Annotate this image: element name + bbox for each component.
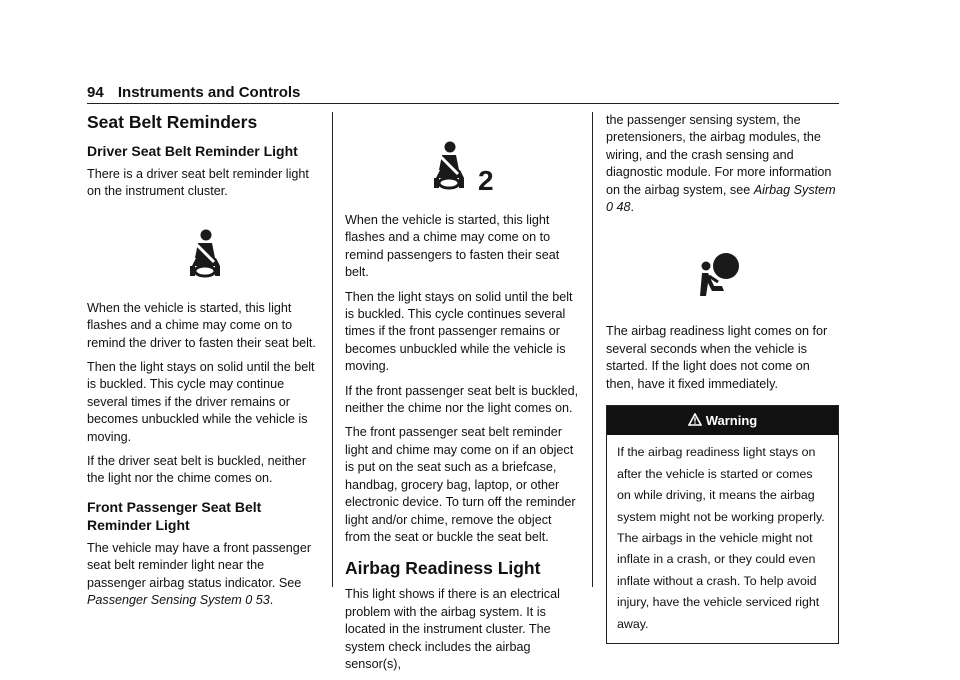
page-ref-48[interactable]: 0 48 — [606, 200, 631, 215]
airbag-continued-end: . — [630, 200, 635, 215]
passenger-number: 2 — [477, 165, 494, 192]
airbag-readiness-icon — [606, 223, 839, 323]
page-header — [87, 84, 300, 101]
section-title: Instruments and Controls — [117, 84, 301, 101]
warning-title: Warning — [705, 413, 758, 429]
warning-body: If the airbag readiness light stays on after the vehicle is started or comes on while driving, it means the airbag system might not be working properly. The airbags in the vehicle might not inflate in a crash, or they could even inflate without a crash. To help avoid injury, have the vehicle serviced right away. — [617, 445, 825, 631]
front-passenger-text: The vehicle may have a front passenger seat belt reminder light near the passenger airbag status indicator. See — [87, 540, 312, 590]
passenger-seatbelt-icon — [345, 120, 580, 212]
column-3 — [606, 112, 839, 644]
warning-triangle-icon — [688, 413, 702, 430]
seatbelt-reminder-icon — [87, 208, 323, 300]
passenger-paragraph-1: When the vehicle is started, this light flashes and a chime may come on to remind passengers to fasten their seat belt. — [345, 213, 560, 280]
passenger-paragraph-4: The front passenger seat belt reminder light and chime may come on if an object is put on the seat such as a briefcase, handbag, grocery bag, laptop, or other electronic device. To turn off the reminder light and/or chime, remove the object from the seat or buckle the seat belt. — [345, 425, 576, 544]
warning-header — [607, 406, 838, 435]
seat-belt-reminders-title: Seat Belt Reminders — [87, 112, 258, 132]
page-number: 94 — [87, 84, 104, 101]
driver-paragraph-1: When the vehicle is started, this light flashes and a chime may come on to remind the driver to fasten their seat belt. — [87, 300, 316, 350]
passenger-sensing-link[interactable]: Passenger Sensing System — [87, 593, 242, 608]
column-1 — [87, 112, 323, 617]
airbag-paragraph-1: This light shows if there is an electrical problem with the airbag system. It is located in the instrument cluster. The system check includes the airbag sensor(s), — [345, 587, 560, 671]
airbag-readiness-title: Airbag Readiness Light — [345, 558, 541, 579]
passenger-paragraph-3: If the front passenger seat belt is buckled, neither the chime nor the light comes on. — [345, 383, 579, 416]
warning-box — [606, 405, 839, 644]
driver-reminder-heading: Driver Seat Belt Reminder Light — [87, 143, 298, 159]
airbag-paragraph-2: The airbag readiness light comes on for several seconds when the vehicle is started. If the light does not come on then, have it fixed immediately. — [606, 324, 828, 391]
column-divider-2 — [592, 112, 593, 587]
driver-paragraph-3: If the driver seat belt is buckled, neither the light nor the chime comes on. — [87, 454, 307, 486]
column-2 — [345, 112, 580, 680]
driver-intro-text: There is a driver seat belt reminder light on the instrument cluster. — [87, 167, 309, 199]
passenger-paragraph-2: Then the light stays on solid until the belt is buckled. This cycle continues several times if the front passenger remains or becomes unbuckled while the vehicle is moving. — [345, 289, 573, 374]
header-rule — [87, 103, 839, 104]
page-ref-53[interactable]: 0 53 — [245, 593, 270, 608]
front-passenger-paragraph — [87, 540, 323, 610]
driver-paragraph-2: Then the light stays on solid until the belt is buckled. This cycle may continue several times if the driver remains or becomes unbuckled while the vehicle is moving. — [87, 360, 315, 444]
column-divider-1 — [332, 112, 333, 587]
front-passenger-heading: Front Passenger Seat Belt Reminder Light — [87, 498, 262, 533]
airbag-system-link[interactable]: Airbag System — [753, 182, 836, 197]
airbag-continued-text: the passenger sensing system, the pretensioners, the airbag modules, the wiring, and the crash sensing and diagnostic module. For more information on the airbag system, see — [606, 113, 832, 197]
airbag-continued-paragraph — [606, 112, 839, 216]
front-passenger-text-end: . — [269, 593, 274, 608]
